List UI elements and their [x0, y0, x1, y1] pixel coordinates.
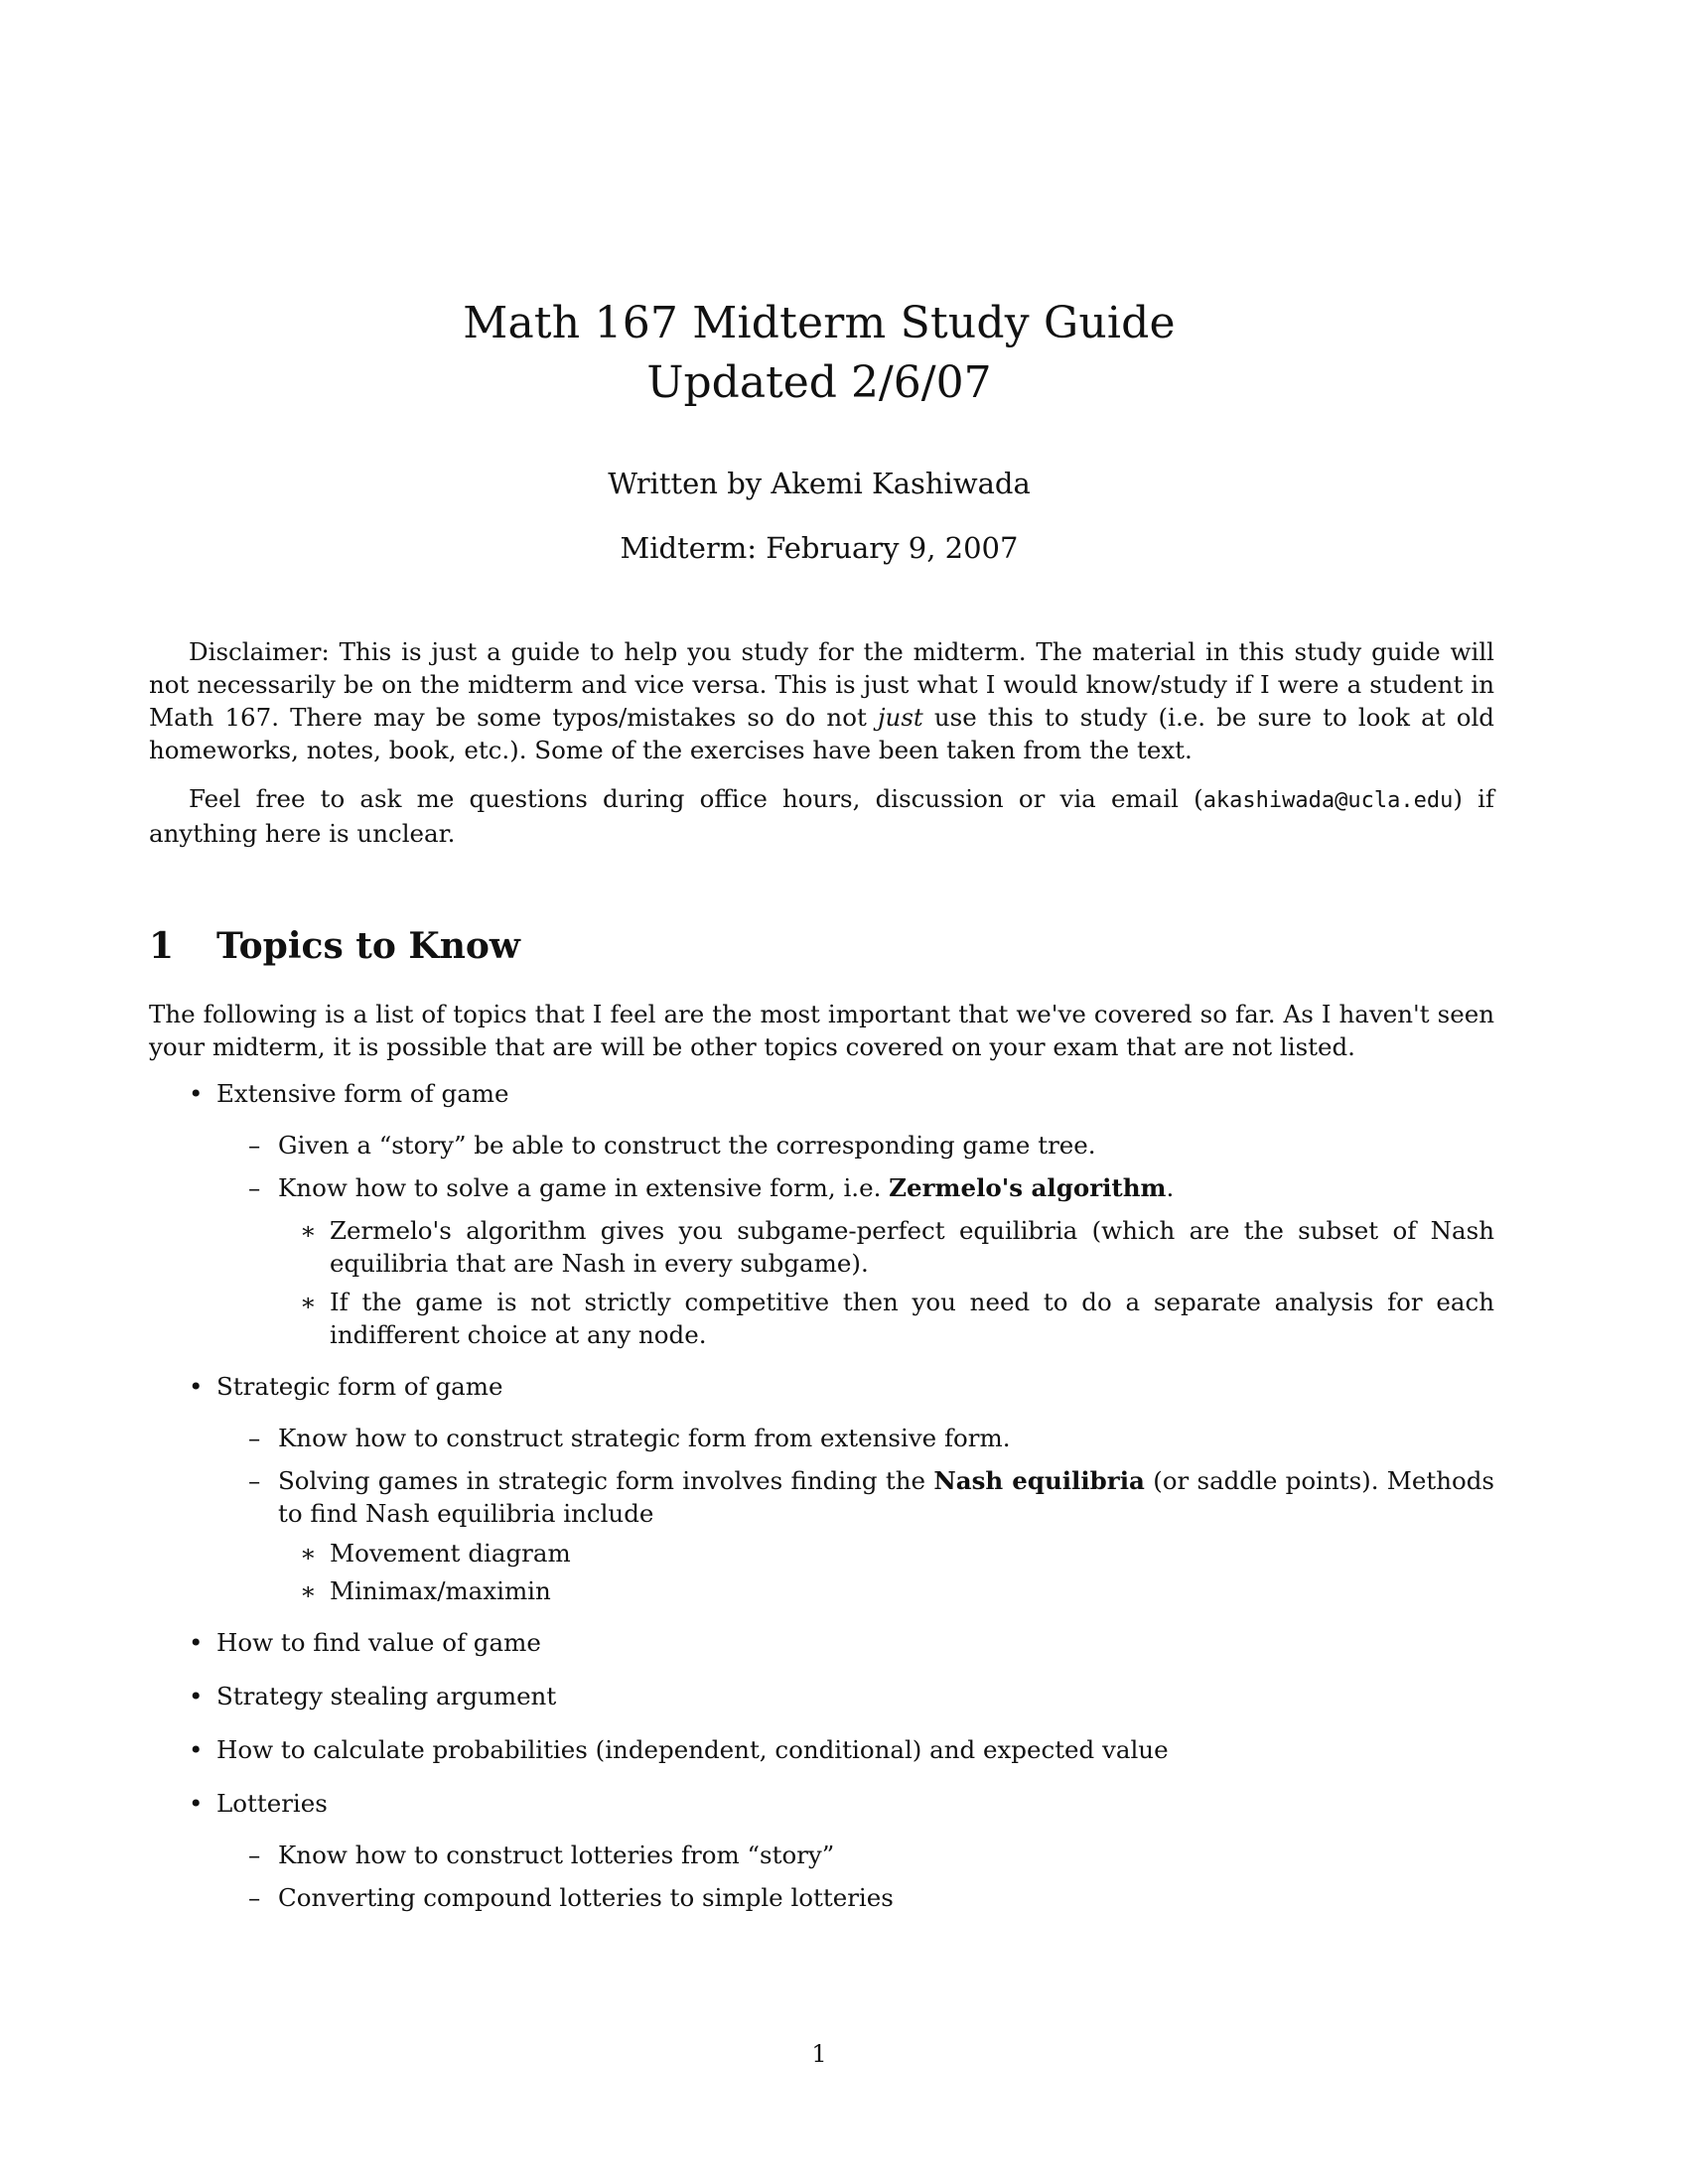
list-item	[248, 1464, 1494, 1530]
list-item	[248, 1422, 1494, 1454]
detail-text: Zermelo's algorithm gives you subgame-perfect equilibria (which are the subset of Nash equilibria that are Nash in every subgame).	[330, 1216, 1494, 1278]
contact-paragraph	[149, 782, 1494, 850]
list-item	[300, 1286, 1494, 1351]
list-item	[300, 1537, 1494, 1570]
subtopic-text	[278, 1464, 1494, 1530]
bold-term: Zermelo's algorithm	[889, 1173, 1167, 1202]
subtopic-text	[278, 1171, 1494, 1204]
document-subtitle-updated: Updated 2/6/07	[646, 357, 992, 408]
disclaimer-paragraph	[149, 635, 1494, 766]
subtopic-text-part: Solving games in strategic form involves finding the	[278, 1466, 934, 1495]
topic-label: Strategic form of game	[216, 1372, 503, 1401]
list-item	[248, 1839, 1494, 1871]
section-number: 1	[149, 925, 175, 967]
dash-icon: –	[248, 1883, 261, 1912]
subtopic-text-end: (or saddle points). Methods to find Nash equilibria include	[278, 1466, 1494, 1528]
section-intro-paragraph: The following is a list of topics that I feel are the most important that we've covered so far. As I haven't seen your midterm, it is possible that are will be other topics covered on your exam that are not listed.	[149, 1000, 1494, 1061]
document-title: Math 167 Midterm Study Guide	[463, 298, 1176, 348]
bullet-icon: •	[189, 1372, 204, 1401]
contact-text-before: Feel free to ask me questions during office hours, discussion or via email (	[189, 784, 1203, 813]
asterisk-icon: ∗	[300, 1288, 317, 1316]
topic-label: Strategy stealing argument	[216, 1682, 557, 1710]
contact-email: akashiwada@ucla.edu	[1202, 788, 1454, 813]
dash-icon: –	[248, 1466, 261, 1495]
subtopic-text-end: .	[1166, 1173, 1175, 1202]
bullet-icon: •	[189, 1079, 204, 1108]
dash-icon: –	[248, 1131, 261, 1160]
list-item	[248, 1881, 1494, 1914]
contact-text-after: ) if anything here is unclear.	[149, 784, 1494, 848]
page-number: 1	[811, 2040, 827, 2068]
section-title: Topics to Know	[216, 925, 520, 967]
dash-icon: –	[248, 1841, 261, 1869]
midterm-date: Midterm: February 9, 2007	[620, 531, 1019, 565]
asterisk-icon: ∗	[300, 1539, 317, 1568]
section-heading	[149, 925, 520, 967]
disclaimer-text-1: Disclaimer: This is just a guide to help you study for the midterm. The material in this study guide will not necessarily be on the midterm and vice versa. This is just what I would know/study if I were a student in Math 167. There may be some typos/mistakes so do not	[149, 637, 1494, 732]
detail-text: Minimax/maximin	[330, 1576, 551, 1605]
asterisk-icon: ∗	[300, 1576, 317, 1605]
list-item	[300, 1574, 1494, 1607]
topic-label: How to find value of game	[216, 1628, 541, 1657]
topic-label: How to calculate probabilities (independent, conditional) and expected value	[216, 1735, 1169, 1764]
dash-icon: –	[248, 1424, 261, 1452]
bullet-icon: •	[189, 1682, 204, 1710]
topic-label: Lotteries	[216, 1789, 328, 1818]
list-item	[248, 1129, 1494, 1161]
detail-text: Movement diagram	[330, 1539, 571, 1568]
asterisk-icon: ∗	[300, 1216, 317, 1245]
disclaimer-text-2: use this to study (i.e. be sure to look at old homeworks, notes, book, etc.). Some of the exercises have been taken from the text.	[149, 703, 1494, 764]
subtopic-text: Converting compound lotteries to simple lotteries	[278, 1883, 894, 1912]
bullet-icon: •	[189, 1628, 204, 1657]
bullet-icon: •	[189, 1735, 204, 1764]
list-item	[300, 1214, 1494, 1280]
subtopic-text: Know how to construct lotteries from “story”	[278, 1841, 835, 1869]
subtopic-text-part: Know how to solve a game in extensive form, i.e.	[278, 1173, 890, 1202]
subtopic-text: Given a “story” be able to construct the corresponding game tree.	[278, 1131, 1096, 1160]
dash-icon: –	[248, 1173, 261, 1202]
disclaimer-emphasis: just	[877, 703, 923, 732]
list-item	[248, 1171, 1494, 1204]
subtopic-text: Know how to construct strategic form from extensive form.	[278, 1424, 1011, 1452]
author-line: Written by Akemi Kashiwada	[608, 467, 1031, 500]
topic-label: Extensive form of game	[216, 1079, 509, 1108]
bullet-icon: •	[189, 1789, 204, 1818]
bold-term: Nash equilibria	[933, 1466, 1145, 1495]
detail-text: If the game is not strictly competitive then you need to do a separate analysis for each indifferent choice at any node.	[330, 1288, 1494, 1349]
